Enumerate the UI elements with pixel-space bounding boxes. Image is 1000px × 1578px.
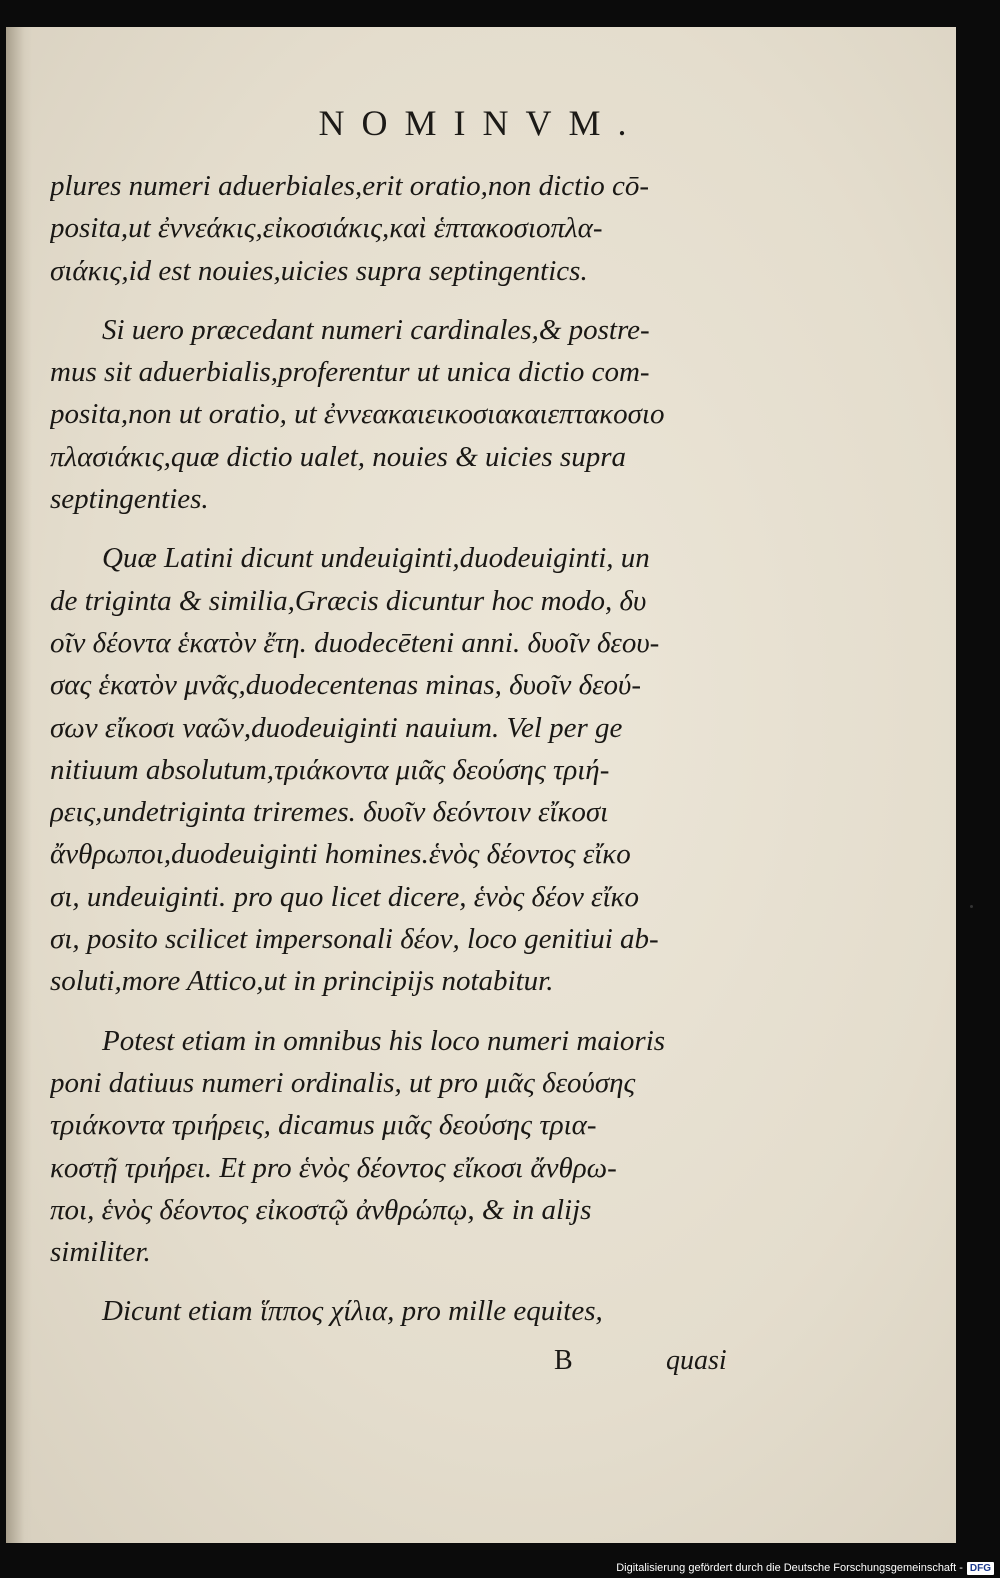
text-line: Quæ Latini dicunt undeuiginti,duodeuiginti, un <box>102 542 650 575</box>
text-line: ρεις,undetriginta triremes. δυοῖν δεόντοιν εἴκοσι <box>50 796 609 829</box>
body-text <box>50 165 750 1333</box>
text-line: κοστῇ τριήρει. Et pro ἑνὸς δέοντος εἴκοσι ἄνθρω- <box>50 1151 617 1184</box>
dfg-logo-icon: DFG <box>967 1562 994 1575</box>
digitization-credit <box>616 1558 1000 1578</box>
book-page <box>6 27 956 1543</box>
paragraph <box>50 537 750 1002</box>
credit-text: Digitalisierung gefördert durch die Deutsche Forschungsgemeinschaft - <box>616 1562 963 1574</box>
paragraph <box>50 1290 750 1332</box>
dust-speck <box>970 905 973 908</box>
paragraph <box>50 1020 750 1274</box>
text-line: septingenties. <box>50 483 209 516</box>
text-line: σι, undeuiginti. pro quo licet dicere, ἑνὸς δέον εἴκο <box>50 880 639 913</box>
text-line: οῖν δέοντα ἑκατὸν ἔτη. duodecēteni anni. δυοῖν δεου- <box>50 626 660 659</box>
text-line: τριάκοντα τριήρεις, dicamus μιᾶς δεούσης τρια- <box>50 1109 597 1142</box>
text-line: de triginta & similia,Græcis dicuntur hoc modo, δυ <box>50 584 647 617</box>
text-line: posita,ut ἐννεάκις,εἰκοσιάκις,καὶ ἑπτακοσιοπλα- <box>50 212 603 245</box>
text-line: σιάκις,id est nouies,uicies supra septingentics. <box>50 254 588 287</box>
text-line: ποι, ἑνὸς δέοντος εἰκοστῷ ἀνθρώπῳ, & in alijs <box>50 1193 592 1226</box>
text-line: posita,non ut oratio, ut ἐννεακαιεικοσιακαιεπτακοσιο <box>50 398 665 431</box>
text-line: Si uero præcedant numeri cardinales,& postre- <box>102 313 650 346</box>
text-line: ἄνθρωποι,duodeuiginti homines.ἑνὸς δέοντος εἴκο <box>50 838 631 871</box>
paragraph <box>50 309 750 520</box>
text-line: Potest etiam in omnibus his loco numeri maioris <box>102 1024 666 1057</box>
text-line: nitiuum absolutum,τριάκοντα μιᾶς δεούσης τριή- <box>50 753 610 786</box>
running-header: NOMINVM. <box>318 103 644 143</box>
text-line: σας ἑκατὸν μνᾶς,duodecentenas minas, δυοῖν δεού- <box>50 669 641 702</box>
text-line: similiter. <box>50 1236 151 1269</box>
text-line: πλασιάκις,quæ dictio ualet, nouies & uicies supra <box>50 440 626 473</box>
text-line: Dicunt etiam ἵππος χίλια, pro mille equites, <box>102 1295 603 1328</box>
text-line: σι, posito scilicet impersonali δέον, loco genitiui ab- <box>50 923 659 956</box>
text-line: poni datiuus numeri ordinalis, ut pro μιᾶς δεούσης <box>50 1066 636 1099</box>
catchword: quasi <box>666 1345 727 1376</box>
paragraph <box>50 165 750 292</box>
text-line: plures numeri aduerbiales,erit oratio,non dictio cō- <box>50 170 650 202</box>
text-line: soluti,more Attico,ut in principijs notabitur. <box>50 965 554 998</box>
text-line: σων εἴκοσι ναῶν,duodeuiginti nauium. Vel per ge <box>50 711 623 744</box>
page-gutter-shadow <box>6 27 32 1543</box>
text-line: mus sit aduerbialis,proferentur ut unica dictio com- <box>50 356 650 389</box>
signature-mark: B <box>554 1345 573 1376</box>
